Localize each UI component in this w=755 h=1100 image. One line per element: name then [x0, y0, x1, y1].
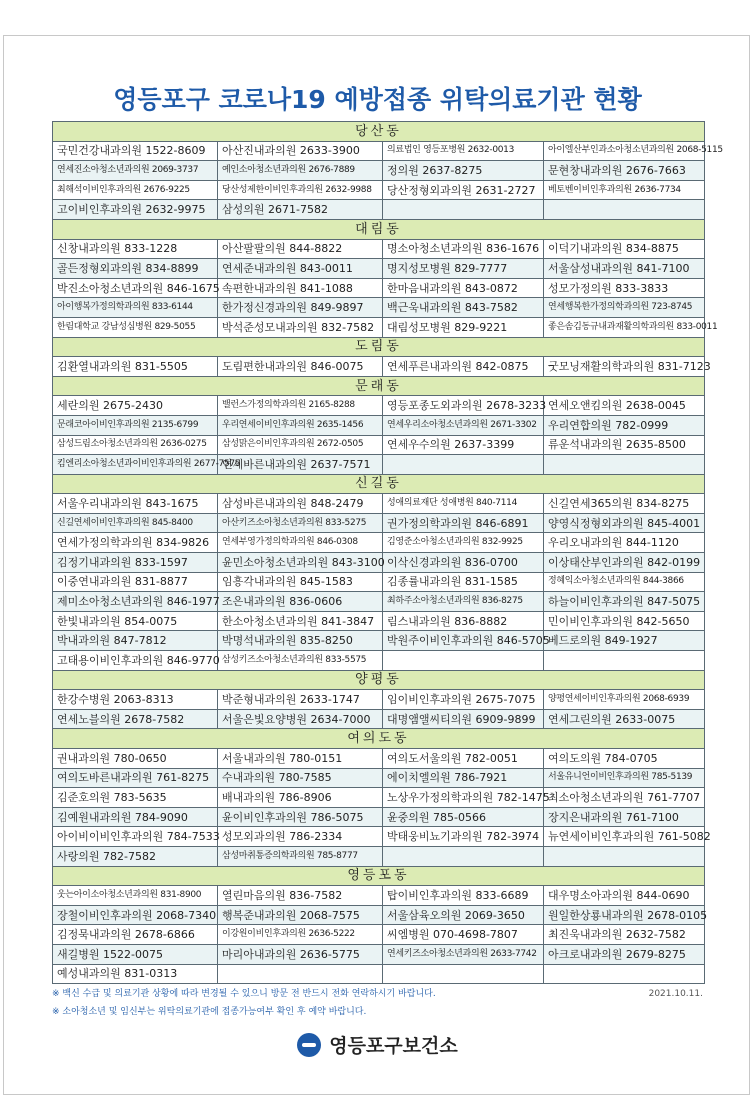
clinic-cell: 민이비인후과의원 842-5650 — [544, 611, 705, 631]
clinic-cell: 서울내과의원 780-0151 — [218, 749, 383, 769]
clinic-cell: 뉴연세이비인후과의원 761-5082 — [544, 827, 705, 847]
clinic-cell: 아이엘산부인과소아청소년과의원 2068-5115 — [544, 141, 705, 161]
clinic-cell: 양영식정형외과의원 845-4001 — [544, 513, 705, 533]
clinic-cell: 삼성키즈소아청소년과의원 833-5575 — [218, 651, 383, 671]
table-row — [53, 788, 705, 808]
clinic-cell: 웃는아이소아청소년과의원 831-8900 — [53, 886, 218, 906]
clinic-cell: 연세우리소아청소년과의원 2671-3302 — [383, 415, 544, 435]
table-row — [53, 690, 705, 710]
table-row — [53, 592, 705, 612]
clinic-cell: 김준호의원 783-5635 — [53, 788, 218, 808]
clinic-cell: 예인소아청소년과의원 2676-7889 — [218, 161, 383, 181]
table-row — [53, 357, 705, 377]
table-row — [53, 553, 705, 573]
clinic-cell — [544, 455, 705, 475]
clinic-cell: 박내과의원 847-7812 — [53, 631, 218, 651]
clinic-cell: 박명석내과의원 835-8250 — [218, 631, 383, 651]
district-name: 도림동 — [53, 337, 705, 357]
table-row — [53, 886, 705, 906]
clinic-cell: 최하주소아청소년과의원 836-8275 — [383, 592, 544, 612]
clinic-cell: 우리오내과의원 844-1120 — [544, 533, 705, 553]
clinic-cell: 국민건강내과의원 1522-8609 — [53, 141, 218, 161]
clinic-cell: 서울유니언이비인후과의원 785-5139 — [544, 768, 705, 788]
clinic-cell: 삼성마취통증의학과의원 785-8777 — [218, 846, 383, 866]
clinic-cell: 백근욱내과의원 843-7582 — [383, 298, 544, 318]
district-name: 문래동 — [53, 376, 705, 396]
clinic-cell: 여의도바른내과의원 761-8275 — [53, 768, 218, 788]
table-row — [53, 415, 705, 435]
table-row — [53, 709, 705, 729]
clinic-cell: 문현창내과의원 2676-7663 — [544, 161, 705, 181]
table-row — [53, 259, 705, 279]
clinic-cell: 삼성의원 2671-7582 — [218, 200, 383, 220]
clinic-cell: 골든정형외과의원 834-8899 — [53, 259, 218, 279]
clinic-cell: 영등포종도외과의원 2678-3233 — [383, 396, 544, 416]
clinic-cell: 사랑의원 782-7582 — [53, 846, 218, 866]
clinic-cell: 장지은내과의원 761-7100 — [544, 807, 705, 827]
clinic-cell — [218, 964, 383, 984]
district-name: 여의도동 — [53, 729, 705, 749]
table-row — [53, 631, 705, 651]
clinic-cell: 조은내과의원 836-0606 — [218, 592, 383, 612]
clinic-cell: 연세진소아청소년과의원 2069-3737 — [53, 161, 218, 181]
clinic-cell: 아이행복가정의학과의원 833-6144 — [53, 298, 218, 318]
clinic-cell: 열린마음의원 836-7582 — [218, 886, 383, 906]
clinic-cell: 이덕기내과의원 834-8875 — [544, 239, 705, 259]
clinic-cell: 김환열내과의원 831-5505 — [53, 357, 218, 377]
clinic-cell: 문래코아이비인후과의원 2135-6799 — [53, 415, 218, 435]
clinic-cell: 김종률내과의원 831-1585 — [383, 572, 544, 592]
clinic-cell: 이삭신경과의원 836-0700 — [383, 553, 544, 573]
clinic-cell: 서울삼성내과의원 841-7100 — [544, 259, 705, 279]
clinic-cell: 이상태산부인과의원 842-0199 — [544, 553, 705, 573]
table-row — [53, 180, 705, 200]
table-row — [53, 611, 705, 631]
clinic-cell — [383, 200, 544, 220]
clinic-cell: 노상우가정의학과의원 782-1475 — [383, 788, 544, 808]
clinic-cell: 의료법인 영등포병원 2632-0013 — [383, 141, 544, 161]
table-row — [53, 141, 705, 161]
clinic-cell: 연세준내과의원 843-0011 — [218, 259, 383, 279]
clinic-cell: 에이치엘의원 786-7921 — [383, 768, 544, 788]
clinic-cell: 양평연세이비인후과의원 2068-6939 — [544, 690, 705, 710]
footer — [0, 1031, 755, 1059]
clinic-cell: 베드로의원 849-1927 — [544, 631, 705, 651]
district-header-row — [53, 474, 705, 494]
clinic-cell: 명지성모병원 829-7777 — [383, 259, 544, 279]
clinic-cell: 연세그린의원 2633-0075 — [544, 709, 705, 729]
district-header-row — [53, 219, 705, 239]
clinic-cell: 김영준소아청소년과의원 832-9925 — [383, 533, 544, 553]
clinic-cell: 최소아청소년과의원 761-7707 — [544, 788, 705, 808]
district-header-row — [53, 122, 705, 142]
clinic-cell: 연세노블의원 2678-7582 — [53, 709, 218, 729]
clinic-cell: 여의도의원 784-0705 — [544, 749, 705, 769]
table-row — [53, 317, 705, 337]
clinic-cell: 윤이비인후과의원 786-5075 — [218, 807, 383, 827]
page-title: 영등포구 코로나19 예방접종 위탁의료기관 현황 — [113, 85, 642, 114]
clinic-cell: 예성내과의원 831-0313 — [53, 964, 218, 984]
clinic-cell: 김정묵내과의원 2678-6866 — [53, 925, 218, 945]
table-row — [53, 513, 705, 533]
table-row — [53, 455, 705, 475]
table-row — [53, 533, 705, 553]
clinic-cell: 새길병원 1522-0075 — [53, 944, 218, 964]
clinic-cell: 속편한내과의원 841-1088 — [218, 278, 383, 298]
clinic-cell: 박석준성모내과의원 832-7582 — [218, 317, 383, 337]
clinic-cell: 대명앰앨씨티의원 6909-9899 — [383, 709, 544, 729]
table-row — [53, 200, 705, 220]
clinic-cell: 탑이비인후과의원 833-6689 — [383, 886, 544, 906]
org-name: 영등포구보건소 — [329, 1035, 458, 1057]
clinic-cell: 한림대학교 강남성심병원 829-5055 — [53, 317, 218, 337]
clinic-cell: 한강수병원 2063-8313 — [53, 690, 218, 710]
table-row — [53, 494, 705, 514]
clinic-cell: 임흥각내과의원 845-1583 — [218, 572, 383, 592]
clinic-cell: 굿모닝재활의학과의원 831-7123 — [544, 357, 705, 377]
clinic-cell: 윤민소아청소년과의원 843-3100 — [218, 553, 383, 573]
clinic-cell: 연세부영가정의학과의원 846-0308 — [218, 533, 383, 553]
clinic-cell: 신길연세365의원 834-8275 — [544, 494, 705, 514]
table-row — [53, 435, 705, 455]
table-row — [53, 944, 705, 964]
clinic-cell: 서울우리내과의원 843-1675 — [53, 494, 218, 514]
clinic-cell: 고이비인후과의원 2632-9975 — [53, 200, 218, 220]
clinic-cell: 박원주이비인후과의원 846-5705 — [383, 631, 544, 651]
clinic-cell: 베토벤이비인후과의원 2636-7734 — [544, 180, 705, 200]
table-row — [53, 396, 705, 416]
table-row — [53, 161, 705, 181]
clinic-cell: 밸런스가정의학과의원 2165-8288 — [218, 396, 383, 416]
clinic-cell: 서울삼육오의원 2069-3650 — [383, 905, 544, 925]
clinic-cell: 박태웅비뇨기과의원 782-3974 — [383, 827, 544, 847]
clinic-cell: 수내과의원 780-7585 — [218, 768, 383, 788]
clinic-table — [52, 121, 723, 984]
clinic-cell: 아산진내과의원 2633-3900 — [218, 141, 383, 161]
clinic-cell: 대림성모병원 829-9221 — [383, 317, 544, 337]
district-header-row — [53, 376, 705, 396]
district-name: 영등포동 — [53, 866, 705, 886]
clinic-cell — [383, 964, 544, 984]
table-row — [53, 846, 705, 866]
clinic-cell: 신창내과의원 833-1228 — [53, 239, 218, 259]
clinic-cell: 임이비인후과의원 2675-7075 — [383, 690, 544, 710]
district-header-row — [53, 866, 705, 886]
clinic-cell: 명소아청소년과의원 836-1676 — [383, 239, 544, 259]
clinic-cell: 배내과의원 786-8906 — [218, 788, 383, 808]
table-row — [53, 807, 705, 827]
table-row — [53, 964, 705, 984]
clinic-cell — [383, 651, 544, 671]
district-name: 대림동 — [53, 219, 705, 239]
clinic-cell: 류운석내과의원 2635-8500 — [544, 435, 705, 455]
clinic-cell: 원일한상룡내과의원 2678-0105 — [544, 905, 705, 925]
table-row — [53, 651, 705, 671]
district-header-row — [53, 337, 705, 357]
clinic-cell: 도림편한내과의원 846-0075 — [218, 357, 383, 377]
table-row — [53, 768, 705, 788]
clinic-cell: 성애의료재단 성애병원 840-7114 — [383, 494, 544, 514]
clinic-cell: 킴엔리소아청소년과이비인후과의원 2677-7575 — [53, 455, 218, 475]
clinic-cell: 박진소아청소년과의원 846-1675 — [53, 278, 218, 298]
clinic-cell: 연세가정의학과의원 834-9826 — [53, 533, 218, 553]
table-row — [53, 827, 705, 847]
clinic-cell — [544, 651, 705, 671]
clinic-cell: 연세오앤킴의원 2638-0045 — [544, 396, 705, 416]
notice-line: ※ 백신 수급 및 의료기관 상황에 따라 변경될 수 있으니 방문 전 반드시 전화 연락하시기 바랍니다. — [52, 989, 436, 999]
clinic-cell: 성모외과의원 786-2334 — [218, 827, 383, 847]
clinic-cell: 대우명소아과의원 844-0690 — [544, 886, 705, 906]
clinic-cell: 한빛내과의원 854-0075 — [53, 611, 218, 631]
notice-line: ※ 소아청소년 및 임신부는 위탁의료기관에 접종가능여부 확인 후 예약 바랍니다. — [52, 1007, 367, 1017]
clinic-cell — [383, 455, 544, 475]
table-row — [53, 905, 705, 925]
table-row — [53, 572, 705, 592]
clinic-cell: 당산정형외과의원 2631-2727 — [383, 180, 544, 200]
clinic-cell: 김정기내과의원 833-1597 — [53, 553, 218, 573]
clinic-cell: 삼성바른내과의원 848-2479 — [218, 494, 383, 514]
clinic-cell: 아이비이비인후과의원 784-7533 — [53, 827, 218, 847]
district-name: 당산동 — [53, 122, 705, 142]
clinic-cell: 박준형내과의원 2633-1747 — [218, 690, 383, 710]
clinic-cell: 신길연세이비인후과의원 845-8400 — [53, 513, 218, 533]
health-center-logo-icon — [297, 1033, 321, 1057]
clinic-cell: 제미소아청소년과의원 846-1977 — [53, 592, 218, 612]
clinic-cell — [544, 964, 705, 984]
clinic-cell — [383, 846, 544, 866]
district-header-row — [53, 670, 705, 690]
clinic-cell: 여의도서울의원 782-0051 — [383, 749, 544, 769]
clinic-cell: 연세바른내과의원 2637-7571 — [218, 455, 383, 475]
issue-date: 2021.10.11. — [648, 989, 703, 999]
clinic-cell: 정의원 2637-8275 — [383, 161, 544, 181]
clinic-cell: 세란의원 2675-2430 — [53, 396, 218, 416]
clinic-cell: 연세행복한가정의학과의원 723-8745 — [544, 298, 705, 318]
district-header-row — [53, 729, 705, 749]
clinic-cell: 최해석이비인후과의원 2676-9225 — [53, 180, 218, 200]
clinic-cell: 아산키즈소아청소년과의원 833-5275 — [218, 513, 383, 533]
clinic-cell: 좋은솜김동규내과재활의학과의원 833-0011 — [544, 317, 705, 337]
clinic-cell: 연세푸른내과의원 842-0875 — [383, 357, 544, 377]
clinic-cell: 림스내과의원 836-8882 — [383, 611, 544, 631]
clinic-cell: 성모가정의원 833-3833 — [544, 278, 705, 298]
clinic-cell: 서울은빛요양병원 2634-7000 — [218, 709, 383, 729]
table-row — [53, 925, 705, 945]
clinic-cell: 아크로내과의원 2679-8275 — [544, 944, 705, 964]
table-row — [53, 298, 705, 318]
clinic-cell: 한소아청소년과의원 841-3847 — [218, 611, 383, 631]
clinic-cell: 한가정신경과의원 849-9897 — [218, 298, 383, 318]
district-name: 신길동 — [53, 474, 705, 494]
clinic-cell: 씨엠병원 070-4698-7807 — [383, 925, 544, 945]
clinic-cell: 김예원내과의원 784-9090 — [53, 807, 218, 827]
clinic-cell: 이강원이비인후과의원 2636-5222 — [218, 925, 383, 945]
clinic-cell: 최진욱내과의원 2632-7582 — [544, 925, 705, 945]
clinic-cell: 마리아내과의원 2636-5775 — [218, 944, 383, 964]
clinic-cell: 하늘이비인후과의원 847-5075 — [544, 592, 705, 612]
clinic-cell: 당산성제한이비인후과의원 2632-9988 — [218, 180, 383, 200]
clinic-cell: 이중연내과의원 831-8877 — [53, 572, 218, 592]
clinic-cell: 정혜익소아청소년과의원 844-3866 — [544, 572, 705, 592]
table-row — [53, 239, 705, 259]
clinic-cell: 윤중의원 785-0566 — [383, 807, 544, 827]
clinic-cell — [544, 846, 705, 866]
clinic-cell: 우리연세이비인후과의원 2635-1456 — [218, 415, 383, 435]
clinic-cell: 우리연합의원 782-0999 — [544, 415, 705, 435]
notice-section — [52, 985, 704, 1021]
clinic-cell: 한마음내과의원 843-0872 — [383, 278, 544, 298]
clinic-cell: 권내과의원 780-0650 — [53, 749, 218, 769]
district-name: 양평동 — [53, 670, 705, 690]
clinic-cell: 연세우수의원 2637-3399 — [383, 435, 544, 455]
clinic-cell: 삼성드림소아청소년과의원 2636-0275 — [53, 435, 218, 455]
clinic-cell: 고태용이비인후과의원 846-9770 — [53, 651, 218, 671]
clinic-cell: 권가정의학과의원 846-6891 — [383, 513, 544, 533]
clinic-cell: 연세키즈소아청소년과의원 2633-7742 — [383, 944, 544, 964]
clinic-cell: 아산팔팔의원 844-8822 — [218, 239, 383, 259]
clinic-cell: 장철이비인후과의원 2068-7340 — [53, 905, 218, 925]
table-row — [53, 749, 705, 769]
clinic-cell: 삼성맑은이비인후과의원 2672-0505 — [218, 435, 383, 455]
table-row — [53, 278, 705, 298]
clinic-cell: 행복준내과의원 2068-7575 — [218, 905, 383, 925]
clinic-cell — [544, 200, 705, 220]
